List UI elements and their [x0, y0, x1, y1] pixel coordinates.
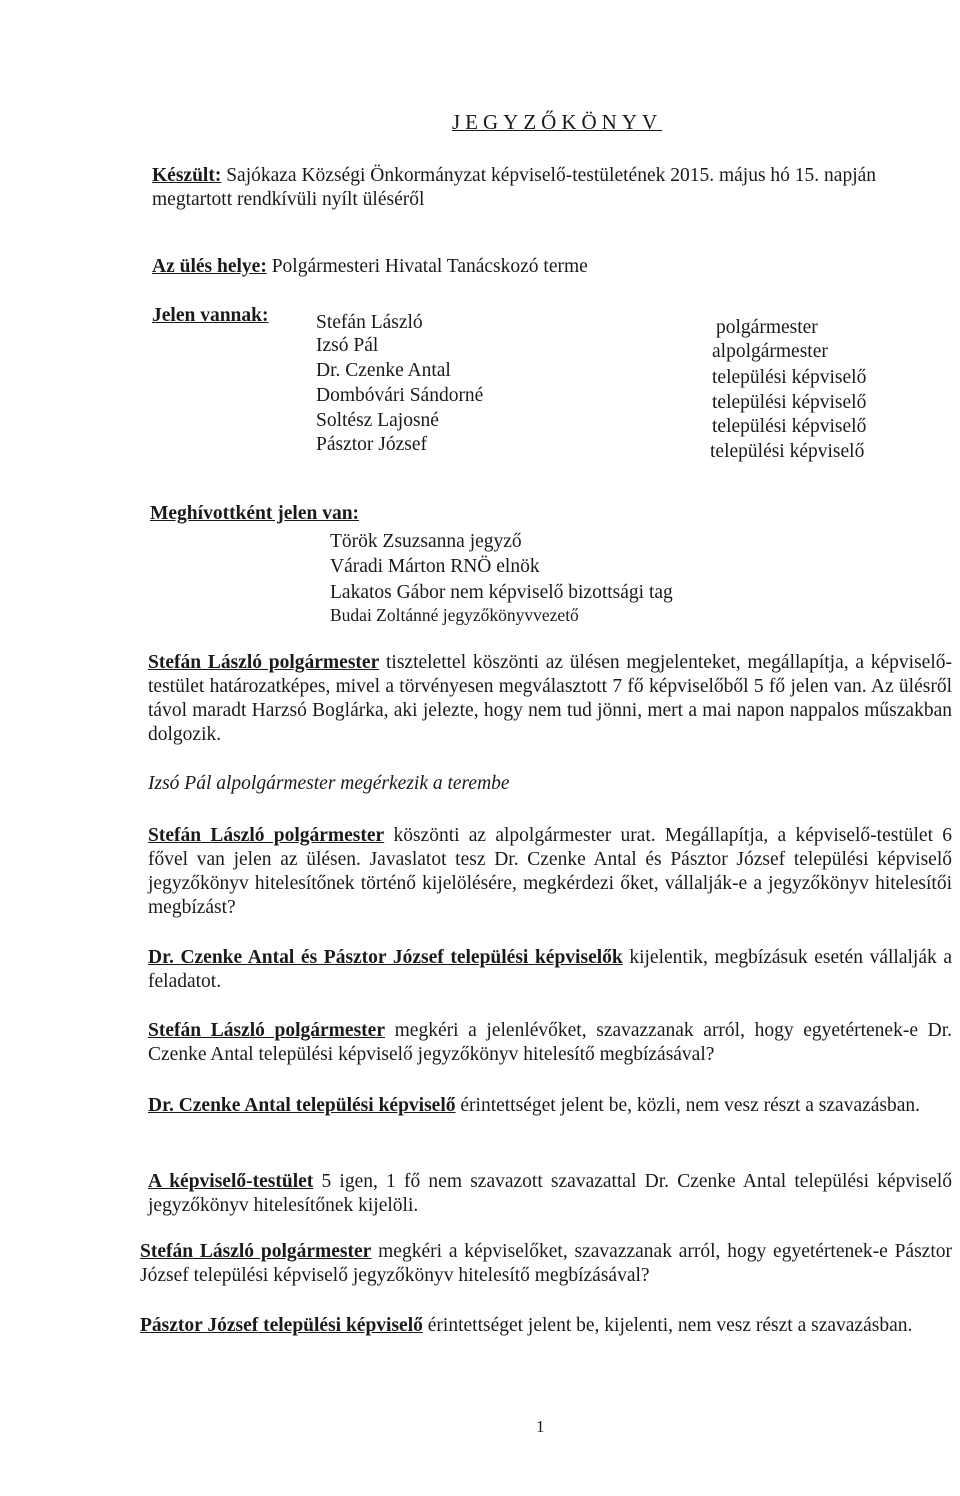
speaker: Stefán László polgármester: [148, 1020, 385, 1041]
paragraph: [148, 1094, 952, 1118]
paragraph-text: Izsó Pál alpolgármester megérkezik a terembe: [148, 773, 510, 794]
guest-item: Váradi Márton RNÖ elnök: [330, 556, 540, 577]
page-number: 1: [536, 1417, 545, 1436]
guest-item: Török Zsuzsanna jegyző: [330, 531, 522, 552]
guest-item: Budai Zoltánné jegyzőkönyvvezető: [330, 605, 579, 625]
paragraph: [148, 1170, 952, 1218]
paragraph: [140, 1314, 952, 1338]
keszult-text: Sajókaza Községi Önkormányzat képviselő-testületének 2015. május hó 15. napján megtartott rendkívüli nyílt üléséről: [152, 165, 877, 210]
hely-text: Polgármesteri Hivatal Tanácskozó terme: [266, 256, 588, 277]
hely-label: Az ülés helye:: [152, 256, 267, 277]
speaker: Dr. Czenke Antal és Pásztor József települési képviselők: [148, 947, 623, 968]
member-name: Pásztor József: [316, 434, 428, 455]
paragraph: [148, 1019, 952, 1067]
paragraph-text: megkéri a jelenlévőket, szavazzanak arról, hogy egyetértenek-e Dr. Czenke Antal települési képviselő jegyzőkönyv hitelesítő megbízásával?: [148, 1020, 952, 1065]
paragraph-text: 5 igen, 1 fő nem szavazott szavazattal Dr. Czenke Antal települési képviselő jegyzőkönyv hitelesítőnek kijelöli.: [148, 1171, 952, 1216]
member-name: Dr. Czenke Antal: [316, 360, 451, 381]
keszult-label: Készült:: [152, 165, 222, 186]
paragraph: [148, 824, 952, 920]
speaker: Stefán László polgármester: [148, 652, 380, 673]
member-role: települési képviselő: [712, 416, 867, 437]
speaker: Stefán László polgármester: [148, 825, 385, 846]
paragraph: [148, 946, 952, 994]
member-role: alpolgármester: [712, 341, 828, 362]
paragraph-text: kijelentik, megbízásuk esetén vállalják a feladatot.: [148, 947, 952, 992]
member-name: Izsó Pál: [316, 335, 379, 356]
member-name: Soltész Lajosné: [316, 410, 439, 431]
hely-section: [152, 255, 952, 279]
member-name: Stefán László: [316, 312, 423, 333]
member-role: polgármester: [716, 317, 818, 338]
document-title: JEGYZŐKÖNYV: [452, 110, 663, 134]
speaker: Dr. Czenke Antal települési képviselő: [148, 1095, 456, 1116]
paragraph-text: tisztelettel köszönti az ülésen megjelenteket, megállapítja, a képviselő-testület határozatképes, mivel a törvényesen megválasztott 7 fő képviselőből 5 fő jelen van. Az ülésről távol maradt Harzsó Boglárka, aki jelezte, hogy nem tud jönni, mert a mai napon nappalos műszakban dolgozik.: [148, 652, 952, 745]
jelen-label: Jelen vannak:: [152, 305, 269, 326]
paragraph-text: megkéri a képviselőket, szavazzanak arról, hogy egyetértenek-e Pásztor József települési képviselő jegyzőkönyv hitelesítő megbízásával?: [140, 1241, 952, 1286]
speaker: Pásztor József települési képviselő: [140, 1315, 423, 1336]
paragraph-text: érintettséget jelent be, közli, nem vesz részt a szavazásban.: [455, 1095, 921, 1116]
member-name: Dombóvári Sándorné: [316, 385, 484, 406]
paragraph: [148, 772, 948, 796]
paragraph: [140, 1240, 952, 1288]
keszult-section: [152, 164, 952, 212]
paragraph: [148, 651, 952, 747]
meghivott-label: Meghívottként jelen van:: [150, 503, 360, 524]
speaker: Stefán László polgármester: [140, 1241, 372, 1262]
guest-item: Lakatos Gábor nem képviselő bizottsági tag: [330, 582, 673, 603]
member-role: települési képviselő: [712, 392, 867, 413]
member-role: települési képviselő: [710, 441, 865, 462]
speaker: A képviselő-testület: [148, 1171, 314, 1192]
member-role: települési képviselő: [712, 367, 867, 388]
paragraph-text: érintettséget jelent be, kijelenti, nem vesz részt a szavazásban.: [422, 1315, 913, 1336]
paragraph-text: köszönti az alpolgármester urat. Megállapítja, a képviselő-testület 6 fővel van jelen az ülésen. Javaslatot tesz Dr. Czenke Antal és Pásztor József települési képviselő jegyzőkönyv hitelesítőnek történő kijelölésére, megkérdezi őket, vállalják-e a jegyzőkönyv hitelesítői megbízást?: [148, 825, 952, 918]
